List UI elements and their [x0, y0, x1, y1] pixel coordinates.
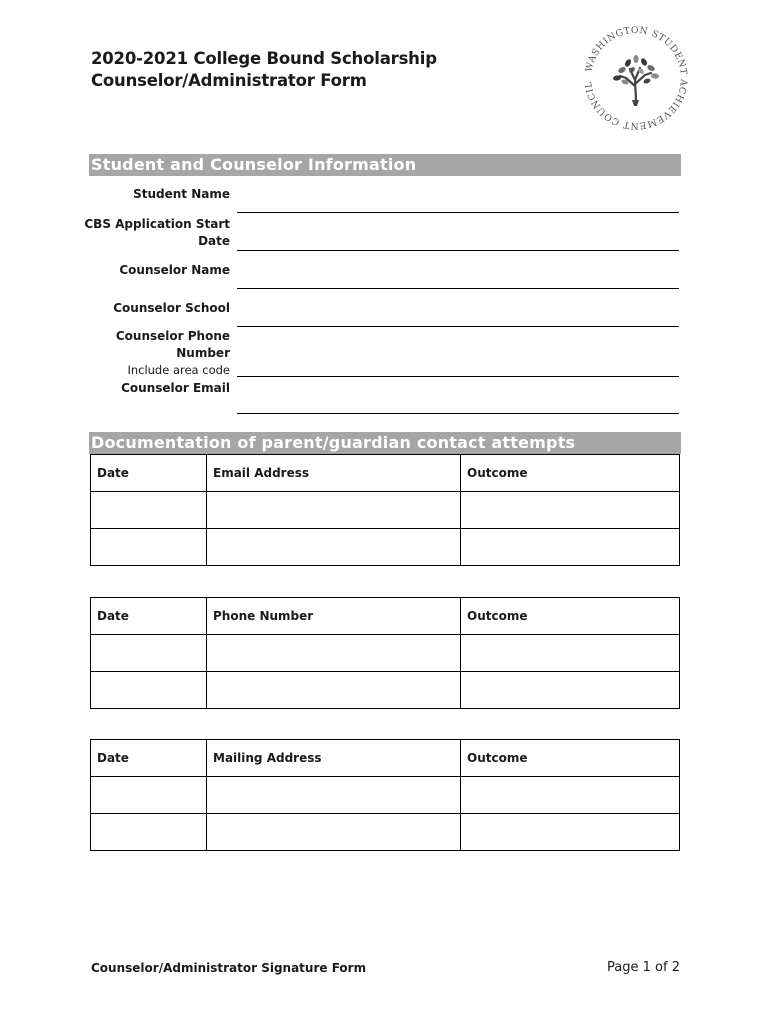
- mail-contact-table: [90, 739, 680, 851]
- table-row: [91, 635, 680, 672]
- counselor-name-field[interactable]: [237, 288, 679, 289]
- date-cell[interactable]: [91, 672, 207, 709]
- outcome-cell[interactable]: [461, 492, 680, 529]
- email-address-cell[interactable]: [207, 529, 461, 566]
- table-row: [91, 814, 680, 851]
- logo-ring-text: WASHINGTON STUDENT ACHIEVEMENT COUNCIL: [583, 24, 690, 132]
- table-row: [91, 777, 680, 814]
- student-name-field[interactable]: [237, 212, 679, 213]
- phone-number-cell[interactable]: [207, 635, 461, 672]
- col-header-outcome: Outcome: [461, 598, 680, 635]
- date-cell[interactable]: [91, 814, 207, 851]
- table-header-row: [91, 740, 680, 777]
- table-row: [91, 492, 680, 529]
- cbs-start-date-label-line2: Date: [198, 234, 230, 248]
- table-row: [91, 529, 680, 566]
- outcome-cell[interactable]: [461, 529, 680, 566]
- outcome-cell[interactable]: [461, 814, 680, 851]
- counselor-email-label: Counselor Email: [121, 381, 230, 395]
- col-header-date: Date: [91, 455, 207, 492]
- table-header-row: [91, 598, 680, 635]
- col-header-outcome: Outcome: [461, 740, 680, 777]
- wsac-logo: [578, 20, 694, 136]
- footer-form-name: Counselor/Administrator Signature Form: [91, 961, 367, 975]
- col-header-outcome: Outcome: [461, 455, 680, 492]
- phone-number-cell[interactable]: [207, 672, 461, 709]
- date-cell[interactable]: [91, 635, 207, 672]
- cbs-start-date-label-line1: CBS Application Start: [84, 217, 230, 231]
- tree-icon: [613, 55, 660, 106]
- page-number: Page 1 of 2: [607, 960, 680, 975]
- col-header-email-address: Email Address: [207, 455, 461, 492]
- title-line-1: 2020-2021 College Bound Scholarship: [91, 49, 437, 68]
- counselor-phone-hint: Include area code: [127, 363, 230, 377]
- mailing-address-cell[interactable]: [207, 777, 461, 814]
- counselor-phone-field[interactable]: [237, 376, 679, 377]
- student-name-label: Student Name: [133, 187, 230, 201]
- outcome-cell[interactable]: [461, 672, 680, 709]
- outcome-cell[interactable]: [461, 635, 680, 672]
- col-header-date: Date: [91, 740, 207, 777]
- counselor-name-label: Counselor Name: [119, 263, 230, 277]
- date-cell[interactable]: [91, 529, 207, 566]
- title-line-2: Counselor/Administrator Form: [91, 71, 367, 90]
- cbs-start-date-field[interactable]: [237, 250, 679, 251]
- counselor-email-field[interactable]: [237, 413, 679, 414]
- col-header-phone-number: Phone Number: [207, 598, 461, 635]
- col-header-mailing-address: Mailing Address: [207, 740, 461, 777]
- outcome-cell[interactable]: [461, 777, 680, 814]
- email-address-cell[interactable]: [207, 492, 461, 529]
- phone-contact-table: [90, 597, 680, 709]
- table-row: [91, 672, 680, 709]
- counselor-phone-label: [116, 328, 230, 379]
- counselor-school-field[interactable]: [237, 326, 679, 327]
- section-student-counselor-info: Student and Counselor Information: [89, 154, 681, 176]
- date-cell[interactable]: [91, 777, 207, 814]
- counselor-school-label: Counselor School: [113, 301, 230, 315]
- mailing-address-cell[interactable]: [207, 814, 461, 851]
- counselor-phone-label-line2: Number: [176, 346, 230, 360]
- page-title: [91, 48, 437, 92]
- date-cell[interactable]: [91, 492, 207, 529]
- section-contact-attempts: Documentation of parent/guardian contact attempts: [89, 432, 681, 454]
- email-contact-table: [90, 454, 680, 566]
- cbs-start-date-label: [84, 216, 230, 250]
- col-header-date: Date: [91, 598, 207, 635]
- counselor-phone-label-line1: Counselor Phone: [115, 329, 230, 343]
- table-header-row: [91, 455, 680, 492]
